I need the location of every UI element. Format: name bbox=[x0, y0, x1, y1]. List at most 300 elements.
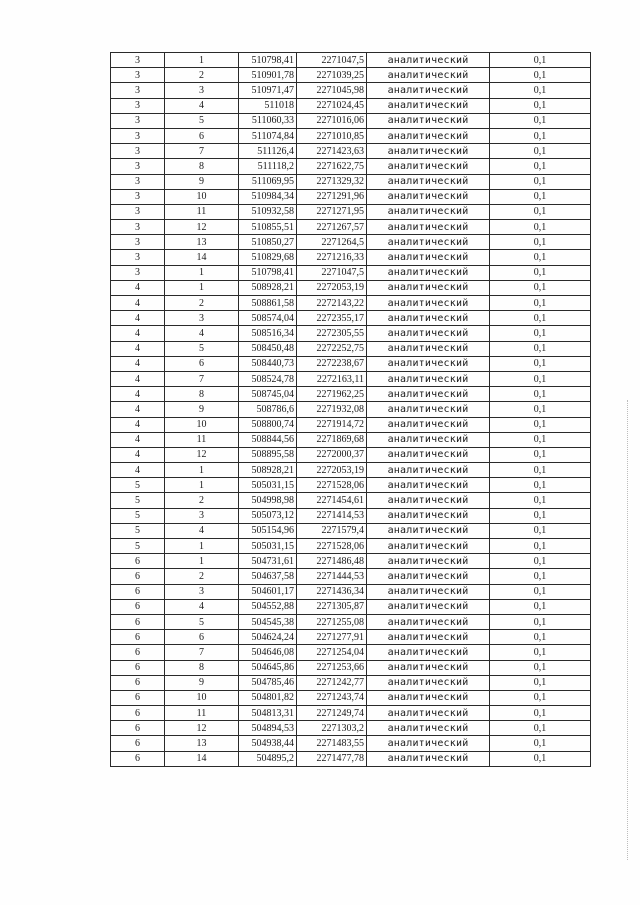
y-coordinate-cell: 2271305,87 bbox=[297, 599, 367, 614]
table-row bbox=[111, 113, 591, 128]
x-coordinate-cell: 508516,34 bbox=[239, 326, 297, 341]
part-number-cell: 3 bbox=[111, 144, 165, 159]
y-coordinate-cell: 2271267,57 bbox=[297, 220, 367, 235]
table-row bbox=[111, 478, 591, 493]
point-number-cell: 2 bbox=[165, 68, 239, 83]
table-row bbox=[111, 630, 591, 645]
y-coordinate-cell: 2271047,5 bbox=[297, 265, 367, 280]
point-number-cell: 7 bbox=[165, 645, 239, 660]
x-coordinate-cell: 505154,96 bbox=[239, 523, 297, 538]
y-coordinate-cell: 2271016,06 bbox=[297, 113, 367, 128]
method-cell: аналитический bbox=[367, 144, 490, 159]
part-number-cell: 3 bbox=[111, 265, 165, 280]
accuracy-cell: 0,1 bbox=[490, 356, 591, 371]
table-row bbox=[111, 660, 591, 675]
table-row bbox=[111, 265, 591, 280]
method-cell: аналитический bbox=[367, 250, 490, 265]
method-cell: аналитический bbox=[367, 736, 490, 751]
table-row bbox=[111, 98, 591, 113]
table-row bbox=[111, 83, 591, 98]
part-number-cell: 6 bbox=[111, 569, 165, 584]
table-row bbox=[111, 387, 591, 402]
accuracy-cell: 0,1 bbox=[490, 296, 591, 311]
part-number-cell: 4 bbox=[111, 341, 165, 356]
x-coordinate-cell: 504637,58 bbox=[239, 569, 297, 584]
y-coordinate-cell: 2272252,75 bbox=[297, 341, 367, 356]
point-number-cell: 1 bbox=[165, 265, 239, 280]
point-number-cell: 10 bbox=[165, 690, 239, 705]
table-row bbox=[111, 721, 591, 736]
table-row bbox=[111, 508, 591, 523]
part-number-cell: 3 bbox=[111, 113, 165, 128]
point-number-cell: 1 bbox=[165, 53, 239, 68]
part-number-cell: 3 bbox=[111, 220, 165, 235]
point-number-cell: 4 bbox=[165, 523, 239, 538]
y-coordinate-cell: 2271436,34 bbox=[297, 584, 367, 599]
y-coordinate-cell: 2271277,91 bbox=[297, 630, 367, 645]
point-number-cell: 14 bbox=[165, 250, 239, 265]
x-coordinate-cell: 508786,6 bbox=[239, 402, 297, 417]
part-number-cell: 6 bbox=[111, 630, 165, 645]
method-cell: аналитический bbox=[367, 280, 490, 295]
y-coordinate-cell: 2271579,4 bbox=[297, 523, 367, 538]
part-number-cell: 6 bbox=[111, 614, 165, 629]
table-row bbox=[111, 204, 591, 219]
y-coordinate-cell: 2272305,55 bbox=[297, 326, 367, 341]
x-coordinate-cell: 504552,88 bbox=[239, 599, 297, 614]
y-coordinate-cell: 2271932,08 bbox=[297, 402, 367, 417]
part-number-cell: 4 bbox=[111, 311, 165, 326]
x-coordinate-cell: 508861,58 bbox=[239, 296, 297, 311]
point-number-cell: 3 bbox=[165, 584, 239, 599]
part-number-cell: 3 bbox=[111, 250, 165, 265]
accuracy-cell: 0,1 bbox=[490, 645, 591, 660]
part-number-cell: 3 bbox=[111, 159, 165, 174]
method-cell: аналитический bbox=[367, 235, 490, 250]
method-cell: аналитический bbox=[367, 356, 490, 371]
part-number-cell: 3 bbox=[111, 128, 165, 143]
accuracy-cell: 0,1 bbox=[490, 204, 591, 219]
part-number-cell: 3 bbox=[111, 53, 165, 68]
x-coordinate-cell: 508928,21 bbox=[239, 463, 297, 478]
table-row bbox=[111, 569, 591, 584]
point-number-cell: 7 bbox=[165, 371, 239, 386]
x-coordinate-cell: 511074,84 bbox=[239, 128, 297, 143]
table-row bbox=[111, 311, 591, 326]
y-coordinate-cell: 2272163,11 bbox=[297, 371, 367, 386]
scan-edge-mark bbox=[625, 400, 628, 860]
table-row bbox=[111, 128, 591, 143]
method-cell: аналитический bbox=[367, 751, 490, 766]
part-number-cell: 6 bbox=[111, 751, 165, 766]
accuracy-cell: 0,1 bbox=[490, 98, 591, 113]
accuracy-cell: 0,1 bbox=[490, 523, 591, 538]
method-cell: аналитический bbox=[367, 539, 490, 554]
table-row bbox=[111, 690, 591, 705]
y-coordinate-cell: 2271249,74 bbox=[297, 706, 367, 721]
table-row bbox=[111, 220, 591, 235]
table-row bbox=[111, 144, 591, 159]
table-row bbox=[111, 554, 591, 569]
part-number-cell: 6 bbox=[111, 675, 165, 690]
x-coordinate-cell: 510901,78 bbox=[239, 68, 297, 83]
x-coordinate-cell: 510932,58 bbox=[239, 204, 297, 219]
y-coordinate-cell: 2272143,22 bbox=[297, 296, 367, 311]
table-row bbox=[111, 189, 591, 204]
table-row bbox=[111, 736, 591, 751]
accuracy-cell: 0,1 bbox=[490, 660, 591, 675]
method-cell: аналитический bbox=[367, 174, 490, 189]
x-coordinate-cell: 510971,47 bbox=[239, 83, 297, 98]
method-cell: аналитический bbox=[367, 371, 490, 386]
method-cell: аналитический bbox=[367, 68, 490, 83]
point-number-cell: 1 bbox=[165, 463, 239, 478]
point-number-cell: 3 bbox=[165, 508, 239, 523]
accuracy-cell: 0,1 bbox=[490, 402, 591, 417]
accuracy-cell: 0,1 bbox=[490, 432, 591, 447]
part-number-cell: 4 bbox=[111, 463, 165, 478]
part-number-cell: 5 bbox=[111, 508, 165, 523]
table-row bbox=[111, 235, 591, 250]
part-number-cell: 4 bbox=[111, 417, 165, 432]
part-number-cell: 4 bbox=[111, 432, 165, 447]
x-coordinate-cell: 508440,73 bbox=[239, 356, 297, 371]
point-number-cell: 4 bbox=[165, 326, 239, 341]
table-row bbox=[111, 53, 591, 68]
accuracy-cell: 0,1 bbox=[490, 569, 591, 584]
point-number-cell: 12 bbox=[165, 721, 239, 736]
table-row bbox=[111, 417, 591, 432]
point-number-cell: 1 bbox=[165, 554, 239, 569]
accuracy-cell: 0,1 bbox=[490, 614, 591, 629]
part-number-cell: 3 bbox=[111, 83, 165, 98]
point-number-cell: 2 bbox=[165, 296, 239, 311]
x-coordinate-cell: 505073,12 bbox=[239, 508, 297, 523]
y-coordinate-cell: 2272053,19 bbox=[297, 280, 367, 295]
coordinates-table bbox=[110, 52, 591, 767]
part-number-cell: 3 bbox=[111, 235, 165, 250]
x-coordinate-cell: 508928,21 bbox=[239, 280, 297, 295]
method-cell: аналитический bbox=[367, 402, 490, 417]
x-coordinate-cell: 504938,44 bbox=[239, 736, 297, 751]
method-cell: аналитический bbox=[367, 706, 490, 721]
y-coordinate-cell: 2271423,63 bbox=[297, 144, 367, 159]
point-number-cell: 3 bbox=[165, 311, 239, 326]
x-coordinate-cell: 505031,15 bbox=[239, 539, 297, 554]
point-number-cell: 11 bbox=[165, 204, 239, 219]
table-row bbox=[111, 280, 591, 295]
accuracy-cell: 0,1 bbox=[490, 539, 591, 554]
accuracy-cell: 0,1 bbox=[490, 311, 591, 326]
y-coordinate-cell: 2271047,5 bbox=[297, 53, 367, 68]
point-number-cell: 8 bbox=[165, 159, 239, 174]
part-number-cell: 4 bbox=[111, 280, 165, 295]
method-cell: аналитический bbox=[367, 721, 490, 736]
x-coordinate-cell: 504731,61 bbox=[239, 554, 297, 569]
accuracy-cell: 0,1 bbox=[490, 554, 591, 569]
point-number-cell: 9 bbox=[165, 174, 239, 189]
table-row bbox=[111, 68, 591, 83]
part-number-cell: 6 bbox=[111, 690, 165, 705]
point-number-cell: 14 bbox=[165, 751, 239, 766]
table-row bbox=[111, 159, 591, 174]
accuracy-cell: 0,1 bbox=[490, 326, 591, 341]
method-cell: аналитический bbox=[367, 204, 490, 219]
y-coordinate-cell: 2271216,33 bbox=[297, 250, 367, 265]
accuracy-cell: 0,1 bbox=[490, 721, 591, 736]
part-number-cell: 6 bbox=[111, 736, 165, 751]
accuracy-cell: 0,1 bbox=[490, 630, 591, 645]
x-coordinate-cell: 504998,98 bbox=[239, 493, 297, 508]
x-coordinate-cell: 504785,46 bbox=[239, 675, 297, 690]
x-coordinate-cell: 504645,86 bbox=[239, 660, 297, 675]
point-number-cell: 3 bbox=[165, 83, 239, 98]
part-number-cell: 6 bbox=[111, 706, 165, 721]
accuracy-cell: 0,1 bbox=[490, 144, 591, 159]
part-number-cell: 4 bbox=[111, 387, 165, 402]
y-coordinate-cell: 2271253,66 bbox=[297, 660, 367, 675]
table-row bbox=[111, 341, 591, 356]
y-coordinate-cell: 2272053,19 bbox=[297, 463, 367, 478]
method-cell: аналитический bbox=[367, 189, 490, 204]
point-number-cell: 2 bbox=[165, 493, 239, 508]
method-cell: аналитический bbox=[367, 630, 490, 645]
method-cell: аналитический bbox=[367, 432, 490, 447]
accuracy-cell: 0,1 bbox=[490, 478, 591, 493]
method-cell: аналитический bbox=[367, 660, 490, 675]
accuracy-cell: 0,1 bbox=[490, 599, 591, 614]
table-row bbox=[111, 523, 591, 538]
part-number-cell: 3 bbox=[111, 98, 165, 113]
y-coordinate-cell: 2271528,06 bbox=[297, 478, 367, 493]
method-cell: аналитический bbox=[367, 508, 490, 523]
table-row bbox=[111, 706, 591, 721]
y-coordinate-cell: 2271962,25 bbox=[297, 387, 367, 402]
x-coordinate-cell: 504646,08 bbox=[239, 645, 297, 660]
part-number-cell: 4 bbox=[111, 296, 165, 311]
method-cell: аналитический bbox=[367, 584, 490, 599]
y-coordinate-cell: 2271242,77 bbox=[297, 675, 367, 690]
table-row bbox=[111, 493, 591, 508]
method-cell: аналитический bbox=[367, 83, 490, 98]
y-coordinate-cell: 2271914,72 bbox=[297, 417, 367, 432]
point-number-cell: 8 bbox=[165, 387, 239, 402]
y-coordinate-cell: 2271486,48 bbox=[297, 554, 367, 569]
part-number-cell: 6 bbox=[111, 645, 165, 660]
x-coordinate-cell: 504601,17 bbox=[239, 584, 297, 599]
x-coordinate-cell: 508450,48 bbox=[239, 341, 297, 356]
y-coordinate-cell: 2271483,55 bbox=[297, 736, 367, 751]
x-coordinate-cell: 504894,53 bbox=[239, 721, 297, 736]
method-cell: аналитический bbox=[367, 478, 490, 493]
accuracy-cell: 0,1 bbox=[490, 174, 591, 189]
method-cell: аналитический bbox=[367, 159, 490, 174]
method-cell: аналитический bbox=[367, 523, 490, 538]
x-coordinate-cell: 504813,31 bbox=[239, 706, 297, 721]
table-row bbox=[111, 599, 591, 614]
method-cell: аналитический bbox=[367, 387, 490, 402]
accuracy-cell: 0,1 bbox=[490, 128, 591, 143]
method-cell: аналитический bbox=[367, 690, 490, 705]
y-coordinate-cell: 2271414,53 bbox=[297, 508, 367, 523]
y-coordinate-cell: 2271454,61 bbox=[297, 493, 367, 508]
point-number-cell: 1 bbox=[165, 280, 239, 295]
coordinates-table-body bbox=[111, 53, 591, 767]
y-coordinate-cell: 2271622,75 bbox=[297, 159, 367, 174]
table-row bbox=[111, 751, 591, 766]
part-number-cell: 3 bbox=[111, 174, 165, 189]
accuracy-cell: 0,1 bbox=[490, 371, 591, 386]
x-coordinate-cell: 504895,2 bbox=[239, 751, 297, 766]
x-coordinate-cell: 508844,56 bbox=[239, 432, 297, 447]
accuracy-cell: 0,1 bbox=[490, 341, 591, 356]
method-cell: аналитический bbox=[367, 220, 490, 235]
x-coordinate-cell: 510829,68 bbox=[239, 250, 297, 265]
point-number-cell: 5 bbox=[165, 341, 239, 356]
x-coordinate-cell: 510850,27 bbox=[239, 235, 297, 250]
y-coordinate-cell: 2271024,45 bbox=[297, 98, 367, 113]
point-number-cell: 6 bbox=[165, 356, 239, 371]
method-cell: аналитический bbox=[367, 645, 490, 660]
method-cell: аналитический bbox=[367, 614, 490, 629]
x-coordinate-cell: 510855,51 bbox=[239, 220, 297, 235]
table-row bbox=[111, 463, 591, 478]
accuracy-cell: 0,1 bbox=[490, 387, 591, 402]
method-cell: аналитический bbox=[367, 554, 490, 569]
accuracy-cell: 0,1 bbox=[490, 675, 591, 690]
accuracy-cell: 0,1 bbox=[490, 463, 591, 478]
accuracy-cell: 0,1 bbox=[490, 53, 591, 68]
part-number-cell: 4 bbox=[111, 402, 165, 417]
part-number-cell: 3 bbox=[111, 189, 165, 204]
point-number-cell: 2 bbox=[165, 569, 239, 584]
point-number-cell: 8 bbox=[165, 660, 239, 675]
method-cell: аналитический bbox=[367, 493, 490, 508]
y-coordinate-cell: 2271444,53 bbox=[297, 569, 367, 584]
accuracy-cell: 0,1 bbox=[490, 508, 591, 523]
y-coordinate-cell: 2271045,98 bbox=[297, 83, 367, 98]
method-cell: аналитический bbox=[367, 113, 490, 128]
accuracy-cell: 0,1 bbox=[490, 751, 591, 766]
table-row bbox=[111, 432, 591, 447]
point-number-cell: 1 bbox=[165, 478, 239, 493]
part-number-cell: 5 bbox=[111, 493, 165, 508]
point-number-cell: 6 bbox=[165, 128, 239, 143]
method-cell: аналитический bbox=[367, 675, 490, 690]
method-cell: аналитический bbox=[367, 326, 490, 341]
method-cell: аналитический bbox=[367, 341, 490, 356]
table-row bbox=[111, 174, 591, 189]
part-number-cell: 6 bbox=[111, 584, 165, 599]
table-row bbox=[111, 675, 591, 690]
y-coordinate-cell: 2271255,08 bbox=[297, 614, 367, 629]
x-coordinate-cell: 510984,34 bbox=[239, 189, 297, 204]
part-number-cell: 4 bbox=[111, 371, 165, 386]
y-coordinate-cell: 2271254,04 bbox=[297, 645, 367, 660]
x-coordinate-cell: 508574,04 bbox=[239, 311, 297, 326]
y-coordinate-cell: 2271477,78 bbox=[297, 751, 367, 766]
part-number-cell: 6 bbox=[111, 554, 165, 569]
y-coordinate-cell: 2272355,17 bbox=[297, 311, 367, 326]
part-number-cell: 5 bbox=[111, 523, 165, 538]
table-row bbox=[111, 584, 591, 599]
x-coordinate-cell: 511018 bbox=[239, 98, 297, 113]
table-row bbox=[111, 296, 591, 311]
accuracy-cell: 0,1 bbox=[490, 280, 591, 295]
point-number-cell: 13 bbox=[165, 736, 239, 751]
table-row bbox=[111, 356, 591, 371]
accuracy-cell: 0,1 bbox=[490, 417, 591, 432]
accuracy-cell: 0,1 bbox=[490, 189, 591, 204]
point-number-cell: 6 bbox=[165, 630, 239, 645]
x-coordinate-cell: 511060,33 bbox=[239, 113, 297, 128]
accuracy-cell: 0,1 bbox=[490, 113, 591, 128]
part-number-cell: 4 bbox=[111, 447, 165, 462]
y-coordinate-cell: 2271291,96 bbox=[297, 189, 367, 204]
table-row bbox=[111, 447, 591, 462]
y-coordinate-cell: 2271264,5 bbox=[297, 235, 367, 250]
x-coordinate-cell: 508524,78 bbox=[239, 371, 297, 386]
accuracy-cell: 0,1 bbox=[490, 690, 591, 705]
point-number-cell: 11 bbox=[165, 432, 239, 447]
table-row bbox=[111, 402, 591, 417]
point-number-cell: 4 bbox=[165, 98, 239, 113]
part-number-cell: 4 bbox=[111, 356, 165, 371]
accuracy-cell: 0,1 bbox=[490, 250, 591, 265]
method-cell: аналитический bbox=[367, 311, 490, 326]
accuracy-cell: 0,1 bbox=[490, 220, 591, 235]
method-cell: аналитический bbox=[367, 569, 490, 584]
point-number-cell: 12 bbox=[165, 447, 239, 462]
y-coordinate-cell: 2271528,06 bbox=[297, 539, 367, 554]
table-row bbox=[111, 539, 591, 554]
point-number-cell: 4 bbox=[165, 599, 239, 614]
accuracy-cell: 0,1 bbox=[490, 706, 591, 721]
accuracy-cell: 0,1 bbox=[490, 159, 591, 174]
accuracy-cell: 0,1 bbox=[490, 736, 591, 751]
y-coordinate-cell: 2271243,74 bbox=[297, 690, 367, 705]
x-coordinate-cell: 505031,15 bbox=[239, 478, 297, 493]
method-cell: аналитический bbox=[367, 463, 490, 478]
accuracy-cell: 0,1 bbox=[490, 493, 591, 508]
method-cell: аналитический bbox=[367, 296, 490, 311]
y-coordinate-cell: 2271039,25 bbox=[297, 68, 367, 83]
y-coordinate-cell: 2271329,32 bbox=[297, 174, 367, 189]
point-number-cell: 12 bbox=[165, 220, 239, 235]
table-row bbox=[111, 645, 591, 660]
y-coordinate-cell: 2271271,95 bbox=[297, 204, 367, 219]
point-number-cell: 5 bbox=[165, 113, 239, 128]
x-coordinate-cell: 504545,38 bbox=[239, 614, 297, 629]
accuracy-cell: 0,1 bbox=[490, 235, 591, 250]
part-number-cell: 6 bbox=[111, 599, 165, 614]
accuracy-cell: 0,1 bbox=[490, 68, 591, 83]
method-cell: аналитический bbox=[367, 265, 490, 280]
point-number-cell: 10 bbox=[165, 189, 239, 204]
point-number-cell: 5 bbox=[165, 614, 239, 629]
y-coordinate-cell: 2271303,2 bbox=[297, 721, 367, 736]
x-coordinate-cell: 511118,2 bbox=[239, 159, 297, 174]
accuracy-cell: 0,1 bbox=[490, 447, 591, 462]
part-number-cell: 6 bbox=[111, 660, 165, 675]
x-coordinate-cell: 511126,4 bbox=[239, 144, 297, 159]
x-coordinate-cell: 510798,41 bbox=[239, 265, 297, 280]
table-row bbox=[111, 326, 591, 341]
x-coordinate-cell: 508895,58 bbox=[239, 447, 297, 462]
point-number-cell: 9 bbox=[165, 402, 239, 417]
y-coordinate-cell: 2271869,68 bbox=[297, 432, 367, 447]
method-cell: аналитический bbox=[367, 447, 490, 462]
